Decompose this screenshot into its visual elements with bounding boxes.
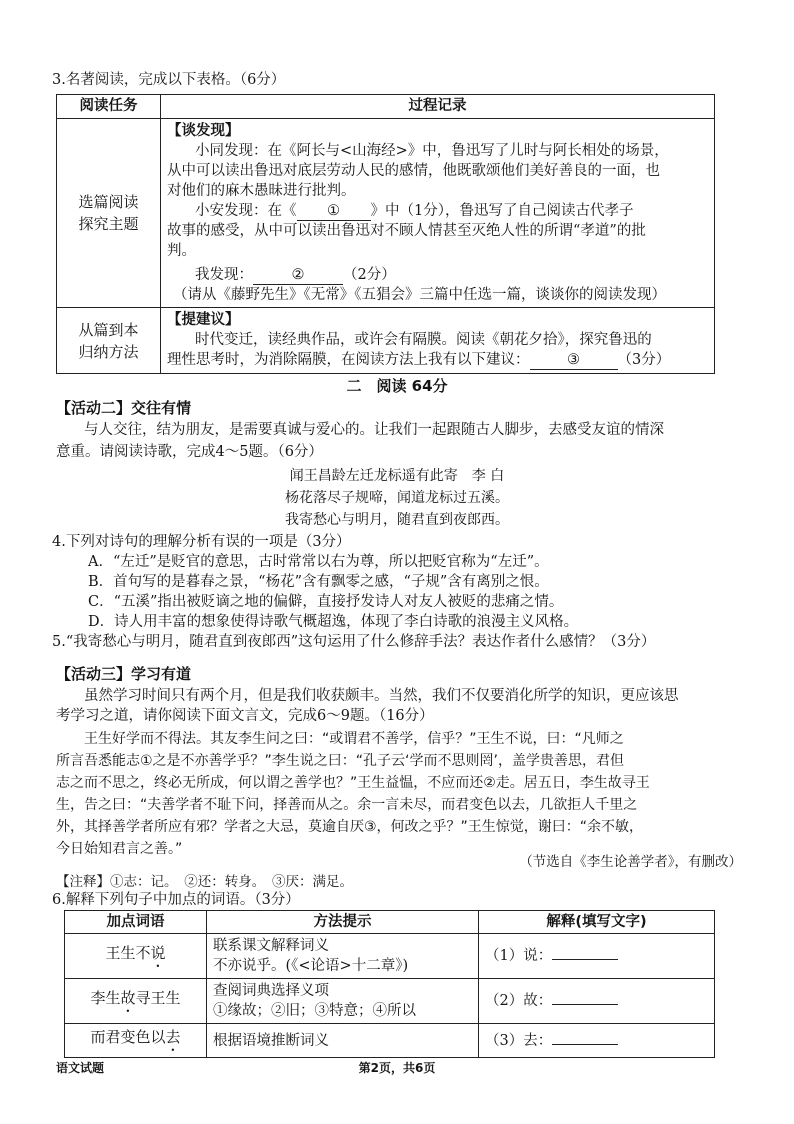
q6-table: [64, 910, 715, 1058]
act2-para-line2: 意重。请阅读诗歌，完成4～5题。（6分）: [56, 444, 323, 460]
q3-row1-line8: （请从《藤野先生》《无常》《五猖会》三篇中任选一篇，谈谈你的阅读发现）: [173, 287, 666, 303]
q6-row2-word-dot: 故: [120, 988, 136, 1007]
act2-para-line1: 与人交往，结为朋友，是需要真诚与爱心的。让我们一起跟随古人脚步，去感受友谊的情深: [84, 422, 664, 438]
q3-row1-line4-a: 小安发现：在《: [195, 203, 297, 219]
classical-text-line5: 外，其择善学者所应有邪？学者之大忌，莫逾自厌③，何改之乎？”王生惊觉，谢曰：“余不敏，: [56, 819, 644, 835]
q4-stem: 4.下列对诗句的理解分析有误的一项是（3分）: [52, 534, 351, 550]
source-citation: （节选自《李生论善学者》，有删改）: [519, 854, 742, 870]
act2-title: 【活动二】交往有情: [56, 399, 192, 417]
q6-row1-word-dot: 说: [150, 943, 166, 962]
q6-row3-hint: [207, 1024, 479, 1058]
q6-row1-hint: [207, 934, 479, 979]
q4-option-c: C．“五溪”指出被贬谪之地的偏僻，直接抒发诗人对友人被贬的悲痛之情。: [88, 594, 564, 610]
blank-2[interactable]: ②: [253, 266, 343, 285]
q4-option-d: D．诗人用丰富的想象使得诗歌气概超逸，体现了李白诗歌的浪漫主义风格。: [88, 614, 579, 630]
q5-stem: 5.“我寄愁心与明月，随君直到夜郎西”这句运用了什么修辞手法？表达作者什么感情？（3分）: [52, 634, 656, 650]
notes: 【注释】①志：记。 ②还：转身。 ③厌：满足。: [56, 874, 353, 890]
q6-stem: 6.解释下列句子中加点的词语。（3分）: [52, 892, 300, 908]
q6-row2-answer: [479, 979, 715, 1024]
blank-1[interactable]: ①: [297, 202, 371, 221]
q6-row1-hint-line2: 不亦说乎。(《<论语>十二章》): [213, 958, 409, 974]
q3-row2-line2-a: 理性思考时，为消除隔膜，在阅读方法上我有以下建议：: [167, 352, 530, 368]
q3-row1-line3: 对他们的麻木愚昧进行批判。: [167, 183, 356, 199]
q6-row1-word-pre: 王生不: [105, 943, 151, 962]
act3-title: 【活动三】学习有道: [56, 665, 192, 683]
q3-row1-task: [57, 119, 161, 308]
q6-row3-hint-line1: 根据语境推断词义: [213, 1032, 329, 1049]
q6-row3-answer: [479, 1024, 715, 1058]
q3-row1-record: [161, 119, 715, 308]
q3-row1-line2: 从中可以读出鲁迅对底层劳动人民的感情，他既歌颂他们美好善良的一面，也: [167, 163, 660, 179]
classical-text-line2: 所言吾悉能志①之是不亦善学乎？”李生说之曰：“孔子云‘学而不思则罔’，盖学贵善思，君但: [56, 753, 624, 769]
q6-row2-word-post: 寻王生: [135, 988, 181, 1007]
q6-row3-answer-label: （3）去：: [485, 1032, 553, 1049]
classical-text-line4: 生，告之曰：“夫善学者不耻下问，择善而从之。余一言未尽，而君变色以去，几欲拒人千里之: [56, 797, 638, 813]
q6-header-hint: 方法提示: [207, 911, 479, 934]
poem-title: 闻王昌龄左迁龙标遥有此寄 李 白: [289, 468, 505, 484]
q3-row2-record: [161, 308, 715, 374]
q6-row2-word: [65, 979, 207, 1024]
classical-text-line6: 今日始知君言之善。”: [56, 841, 183, 857]
q3-row2-line2-b: （3分）: [617, 352, 671, 368]
q3-col2-header: 过程记录: [161, 95, 715, 119]
section2-title: 二 阅读 64分: [346, 377, 448, 395]
classical-text-line1: 王生好学而不得法。其友李生问之曰：“或谓君不善学，信乎？”王生不说，曰：“凡师之: [84, 731, 624, 747]
q6-row2-word-pre: 李生: [90, 988, 121, 1007]
q3-row1-task-line2: 探究主题: [78, 215, 139, 233]
q6-row3-word-dot: 去: [165, 1028, 181, 1046]
q3-row1-line1: 小同发现：在《阿长与<山海经>》中，鲁迅写了儿时与阿长相处的场景，: [195, 143, 669, 159]
q6-row3-word: [65, 1024, 207, 1058]
q3-col1-header: 阅读任务: [57, 95, 161, 119]
q6-row1-hint-line1: 联系课文解释词义: [213, 938, 329, 954]
q3-title: 3.名著阅读，完成以下表格。（6分）: [52, 72, 286, 88]
q4-option-a: A．“左迁”是贬官的意思，古时常常以右为尊，所以把贬官称为“左迁”。: [88, 554, 549, 570]
blank-3[interactable]: ③: [530, 351, 618, 370]
poem-line1: 杨花落尽子规啼，闻道龙标过五溪。: [285, 490, 509, 506]
classical-text-line3: 志之而不思之，终必无所成，何以谓之善学也？”王生益愠，不应而还②走。居五日，李生故寻王: [56, 775, 650, 791]
q3-row1-line7-b: （2分）: [343, 267, 396, 283]
q3-row1-tag: 【谈发现】: [167, 122, 240, 139]
q6-row2-hint: [207, 979, 479, 1024]
q3-row1-task-line1: 选篇阅读: [78, 193, 139, 211]
q6-row1-answer: [479, 934, 715, 979]
q3-row1-line4-b: 》中（1分），鲁迅写了自己阅读古代孝子: [370, 203, 634, 219]
q4-option-b: B．首句写的是暮春之景，“杨花”含有飘零之感，“子规”含有离别之恨。: [88, 574, 549, 590]
q6-answer-blank-2[interactable]: [552, 1004, 618, 1005]
q6-row2-answer-label: （2）故：: [485, 993, 553, 1009]
q6-row1-answer-label: （1）说：: [485, 948, 553, 964]
q6-header-answer: 解释(填写文字): [479, 911, 715, 934]
q6-row2-hint-line2: ①缘故；②旧；③特意；④所以: [213, 1003, 416, 1019]
footer-subject: 语文试题: [56, 1061, 105, 1075]
q3-row2-task-line1: 从篇到本: [78, 320, 139, 339]
q3-row1-line6: 判。: [167, 243, 196, 259]
q3-table: [56, 94, 715, 374]
q3-row2-task: [57, 308, 161, 374]
q3-row1-line7: [167, 265, 708, 285]
poem-line2: 我寄愁心与明月，随君直到夜郎西。: [285, 512, 509, 528]
q3-row1-line4: [167, 201, 708, 221]
q3-row2-line2: [167, 350, 708, 370]
q6-row1-word: [65, 934, 207, 979]
q6-answer-blank-3[interactable]: [552, 1044, 618, 1045]
footer-page-number: 第2页，共6页: [358, 1061, 436, 1075]
q3-row1-line7-a: 我发现：: [195, 267, 253, 283]
act3-para-line2: 考学习之道，请你阅读下面文言文，完成6～9题。（16分）: [56, 708, 434, 724]
q6-answer-blank-1[interactable]: [552, 959, 618, 960]
q6-header-word: 加点词语: [65, 911, 207, 934]
q3-row2-tag: 【提建议】: [167, 311, 240, 328]
q3-row1-line5: 故事的感受，从中可以读出鲁迅对不顾人情甚至灭绝人性的所谓“孝道”的批: [167, 223, 646, 239]
act3-para-line1: 虽然学习时间只有两个月，但是我们收获颇丰。当然，我们不仅要消化所学的知识，更应该思: [84, 688, 679, 704]
q3-row2-task-line2: 归纳方法: [78, 342, 139, 361]
q6-row2-hint-line1: 查阅词典选择义项: [213, 983, 329, 999]
q6-row3-word-pre: 而君变色以: [90, 1028, 166, 1046]
q3-row2-line1: 时代变迁，读经典作品，或许会有隔膜。阅读《朝花夕拾》，探究鲁迅的: [195, 332, 652, 348]
